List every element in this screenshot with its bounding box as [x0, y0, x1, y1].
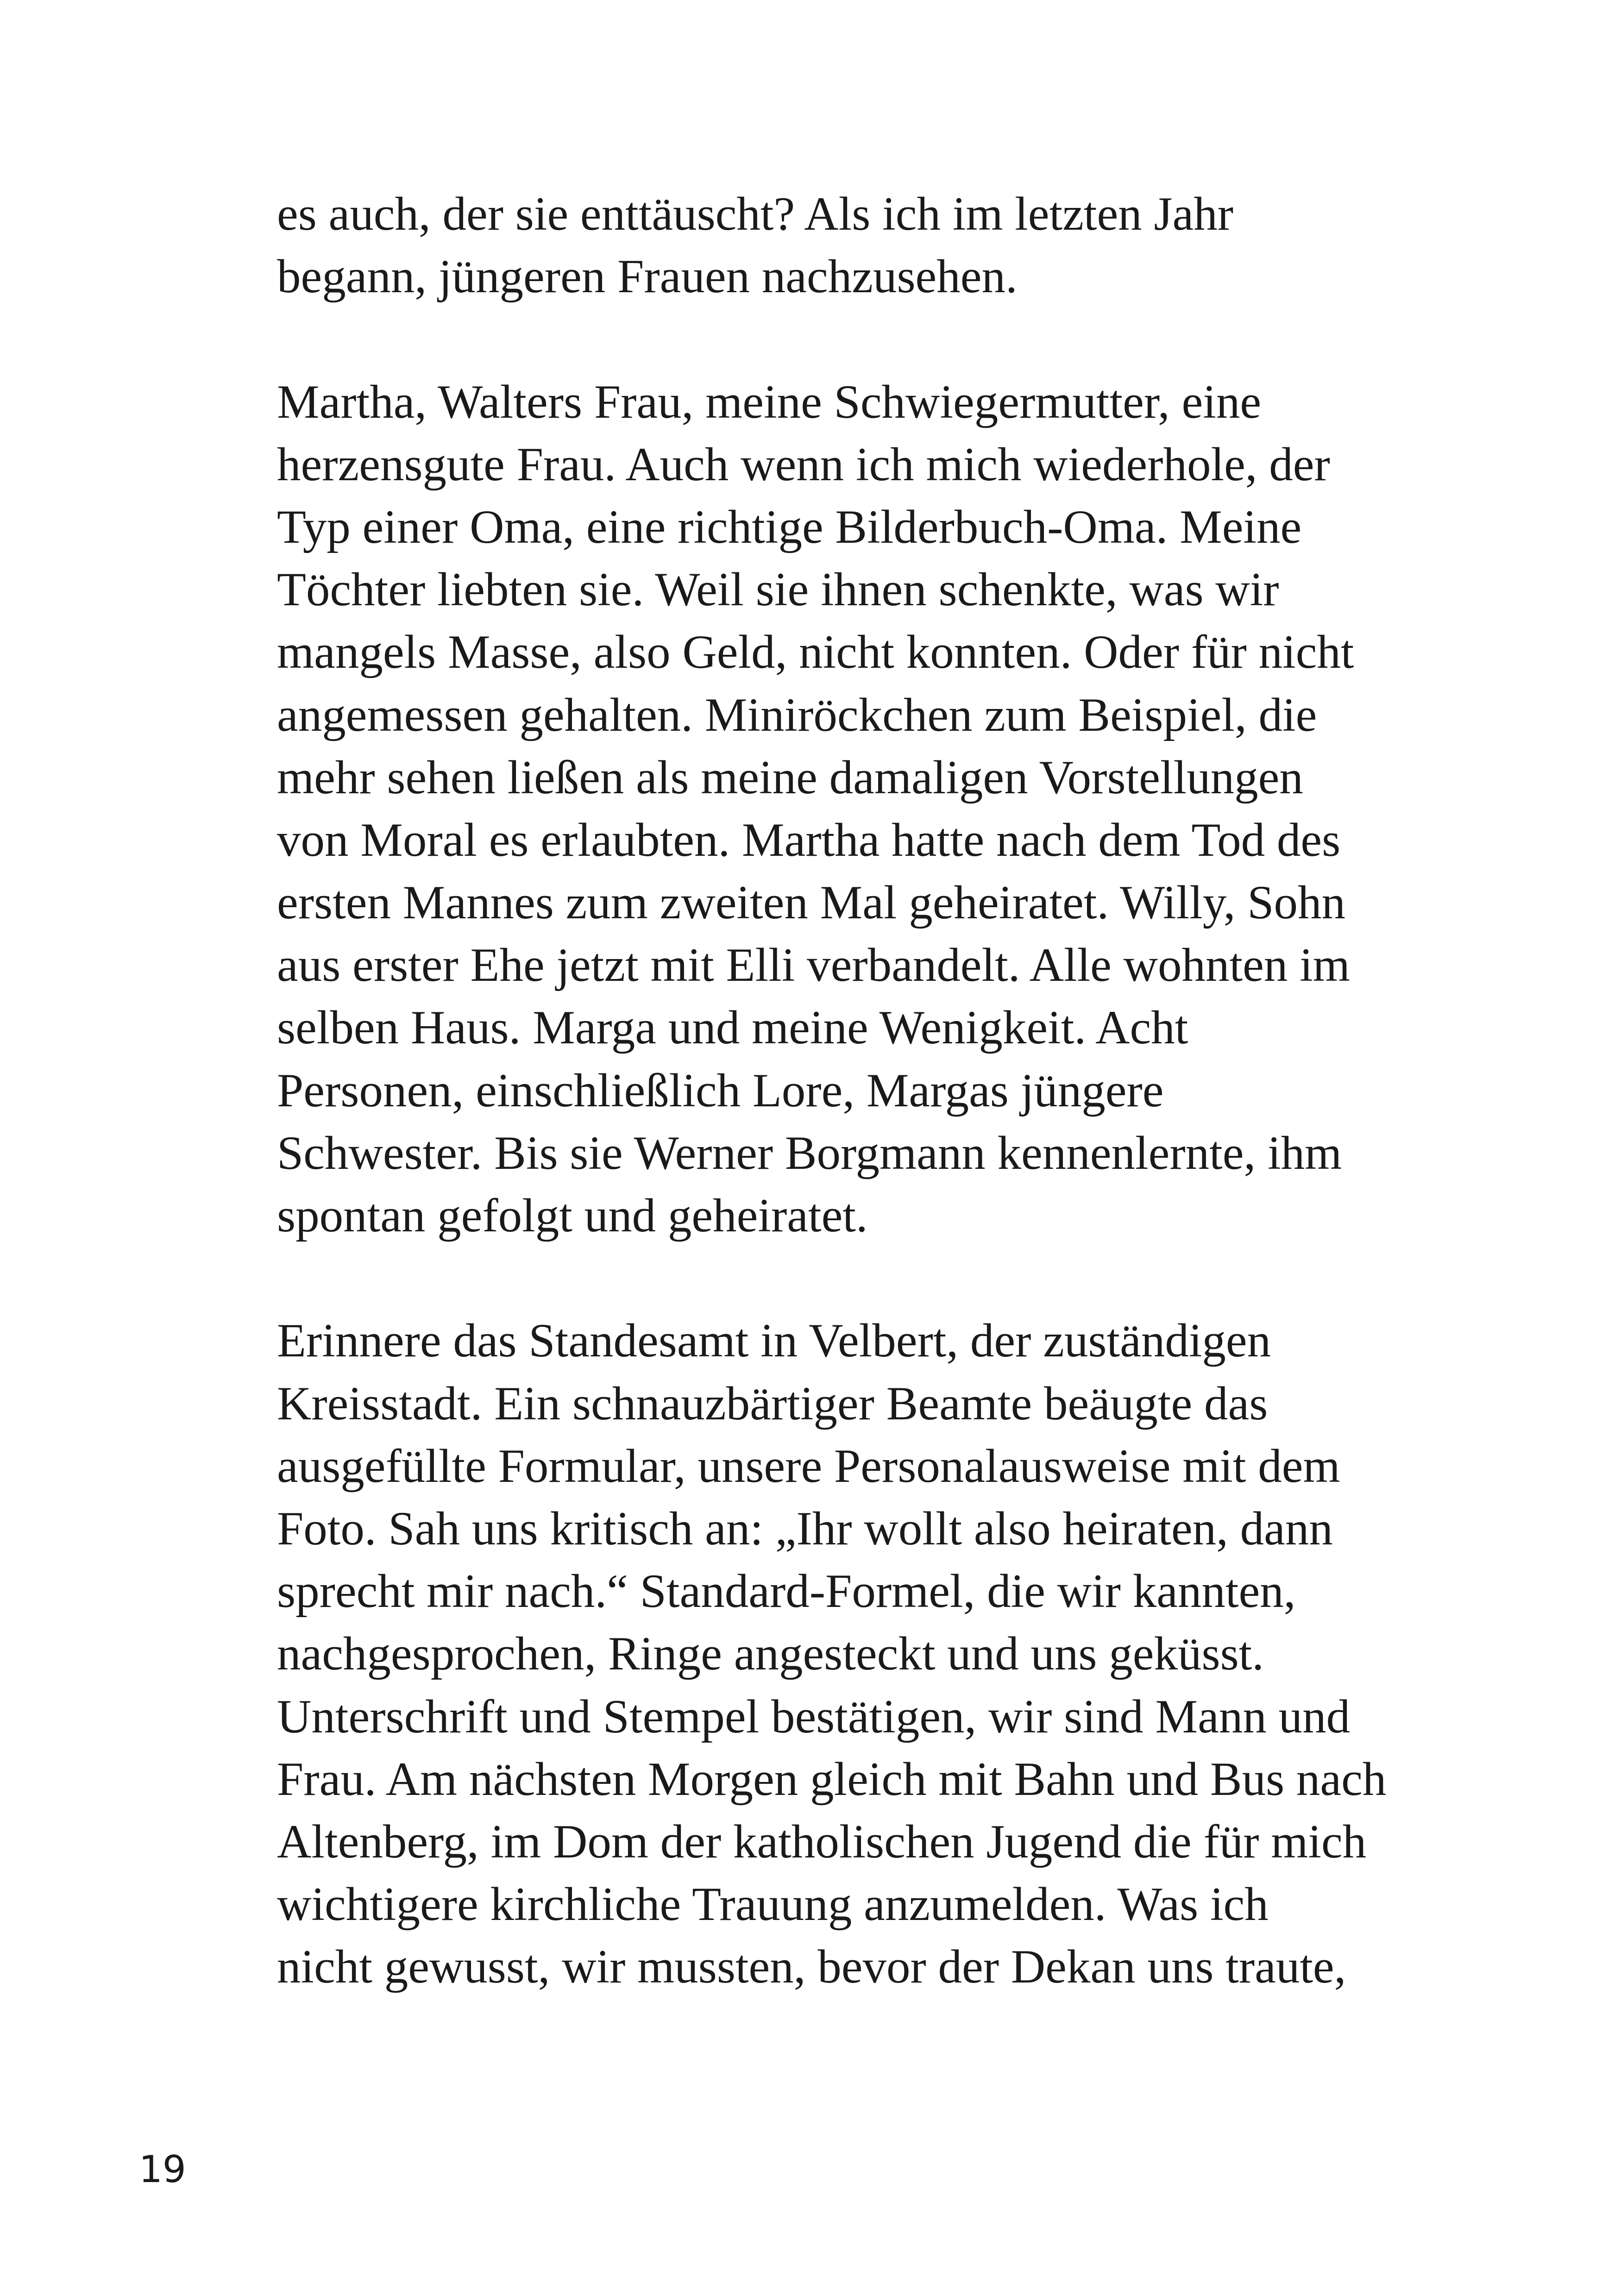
text-line: es auch, der sie enttäuscht? Als ich im letzten Jahr [277, 188, 1234, 240]
text-line: Foto. Sah uns kritisch an: „Ihr wollt also heiraten, dann [277, 1502, 1333, 1555]
text-line: Töchter liebten sie. Weil sie ihnen schenkte, was wir [277, 563, 1279, 616]
text-line: Personen, einschließlich Lore, Margas jüngere [277, 1064, 1164, 1117]
text-line: herzensgute Frau. Auch wenn ich mich wiederhole, der [277, 438, 1330, 491]
text-line: nachgesprochen, Ringe angesteckt und uns geküsst. [277, 1627, 1264, 1681]
text-line: Schwester. Bis sie Werner Borgmann kennenlernte, ihm [277, 1126, 1342, 1179]
text-line: Typ einer Oma, eine richtige Bilderbuch-Oma. Meine [277, 500, 1302, 553]
text-line: mangels Masse, also Geld, nicht konnten. Oder für nicht [277, 626, 1354, 679]
text-line: selben Haus. Marga und meine Wenigkeit. Acht [277, 1001, 1188, 1054]
text-line: Altenberg, im Dom der katholischen Jugend die für mich [277, 1815, 1367, 1868]
text-line: ersten Mannes zum zweiten Mal geheiratet. Willy, Sohn [277, 876, 1345, 929]
page-number: 19 [139, 2148, 186, 2191]
text-line: wichtigere kirchliche Trauung anzumelden. Was ich [277, 1878, 1269, 1931]
body-text [277, 183, 1444, 1998]
text-line: ausgefüllte Formular, unsere Personalausweise mit dem [277, 1439, 1340, 1493]
text-line: angemessen gehalten. Miniröckchen zum Beispiel, die [277, 688, 1317, 741]
text-line: Martha, Walters Frau, meine Schwiegermutter, eine [277, 375, 1262, 428]
text-line: Erinnere das Standesamt in Velbert, der zuständigen [277, 1314, 1271, 1368]
text-line: begann, jüngeren Frauen nachzusehen. [277, 250, 1018, 303]
text-line: mehr sehen ließen als meine damaligen Vorstellungen [277, 751, 1303, 804]
paragraph-3 [277, 1310, 1444, 1998]
paragraph-spacer [277, 308, 1444, 370]
text-line: sprecht mir nach.“ Standard-Formel, die wir kannten, [277, 1565, 1296, 1618]
text-line: Kreisstadt. Ein schnauzbärtiger Beamte beäugte das [277, 1377, 1268, 1430]
paragraph-1 [277, 183, 1444, 308]
paragraph-2 [277, 371, 1444, 1248]
text-line: von Moral es erlaubten. Martha hatte nach dem Tod des [277, 813, 1341, 866]
paragraph-spacer [277, 1247, 1444, 1310]
text-line: nicht gewusst, wir mussten, bevor der Dekan uns traute, [277, 1940, 1346, 1994]
text-line: Frau. Am nächsten Morgen gleich mit Bahn und Bus nach [277, 1752, 1387, 1806]
text-line: spontan gefolgt und geheiratet. [277, 1189, 868, 1242]
text-line: aus erster Ehe jetzt mit Elli verbandelt. Alle wohnten im [277, 939, 1350, 992]
text-line: Unterschrift und Stempel bestätigen, wir sind Mann und [277, 1690, 1351, 1743]
